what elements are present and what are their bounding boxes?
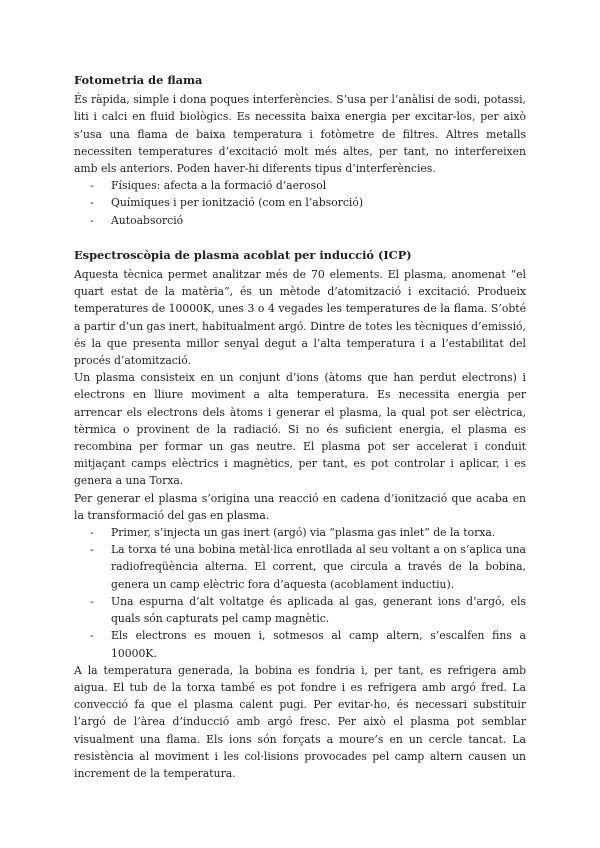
list-item: - Primer, s’injecta un gas inert (argó) via “plasma gas inlet” de la torxa. [90, 524, 526, 541]
paragraph: És ràpida, simple i dona poques interferències. S’usa per l’anàlisi de sodi, potassi, liti i calci en fluid biològics. Es necessita baixa energia per excitar-los, per això s’usa una flama de baixa temperatura i fotòmetre de filtres. Altres metalls necessiten temperatures d’excitació molt més altes, per tant, no interfereixen amb els anteriors. Poden haver-hi diferents tipus d’interferències. [74, 93, 526, 176]
section-flame-photometry [74, 72, 526, 229]
interference-list [74, 177, 526, 229]
paragraph: A la temperatura generada, la bobina es fondria i, per tant, es refrigera amb aigua. El tub de la torxa també es pot fondre i es refrigera amb argó fred. La convecció fa que el plasma calent pugi. Per evitar-ho, és necessari substituir l’argó de l’àrea d’inducció amb argó fresc. Per això el plasma pot semblar visualment una flama. Els ions són forçats a moure’s en un cercle tancat. La resistència al moviment i les col·lisions provocades pel camp altern causen un increment de la temperatura. [74, 663, 526, 780]
list-item: - Autoabsorció [90, 212, 526, 229]
plasma-steps-list [74, 524, 526, 662]
list-item: - Físiques: afecta a la formació d’aerosol [90, 177, 526, 194]
list-item: - Químiques i per ionització (com en l’absorció) [90, 194, 526, 211]
paragraph: Aquesta tècnica permet analitzar més de 70 elements. El plasma, anomenat “el quart estat de la matèria”, és un mètode d’atomització i excitació. Produeix temperatures de 10000K, unes 3 o 4 vegades les temperatures de la flama. S’obté a partir d’un gas inert, habitualment argó. Dintre de totes les tècniques d’emissió, és la que presenta millor senyal degut a l’alta temperatura i a l’estabilitat del procés d’atomització. [74, 268, 526, 368]
list-item: - Els electrons es mouen i, sotmesos al camp altern, s’escalfen fins a 10000K. [90, 627, 526, 661]
list-item: - La torxa té una bobina metàl·lica enrotllada al seu voltant a on s’aplica una radiofreqüència alterna. El corrent, que circula a través de la bobina, genera un camp elèctric fora d’aquesta (acoblament inductiu). [90, 541, 526, 593]
list-item: - Una espurna d’alt voltatge és aplicada al gas, generant ions d’argó, els quals són capturats pel camp magnètic. [90, 593, 526, 627]
section-title: Espectroscòpia de plasma acoblat per inducció (ICP) [74, 247, 412, 262]
paragraph: Per generar el plasma s’origina una reacció en cadena d’ionització que acaba en la transformació del gas en plasma. [74, 491, 526, 522]
section-title: Fotometria de flama [74, 73, 203, 87]
paragraph: Un plasma consisteix en un conjunt d’ions (àtoms que han perdut electrons) i electrons en lliure moviment a alta temperatura. Es necessita energia per arrencar els electrons dels àtoms i generar el plasma, la qual pot ser elèctrica, tèrmica o provinent de la radiació. Si no és suficient energia, el plasma es recombina per formar un gas neutre. El plasma pot ser accelerat i conduit mitjaçant camps elèctrics i magnètics, per tant, es pot controlar i aplicar, i es genera a una Torxa. [74, 371, 526, 488]
section-icp [74, 247, 526, 782]
